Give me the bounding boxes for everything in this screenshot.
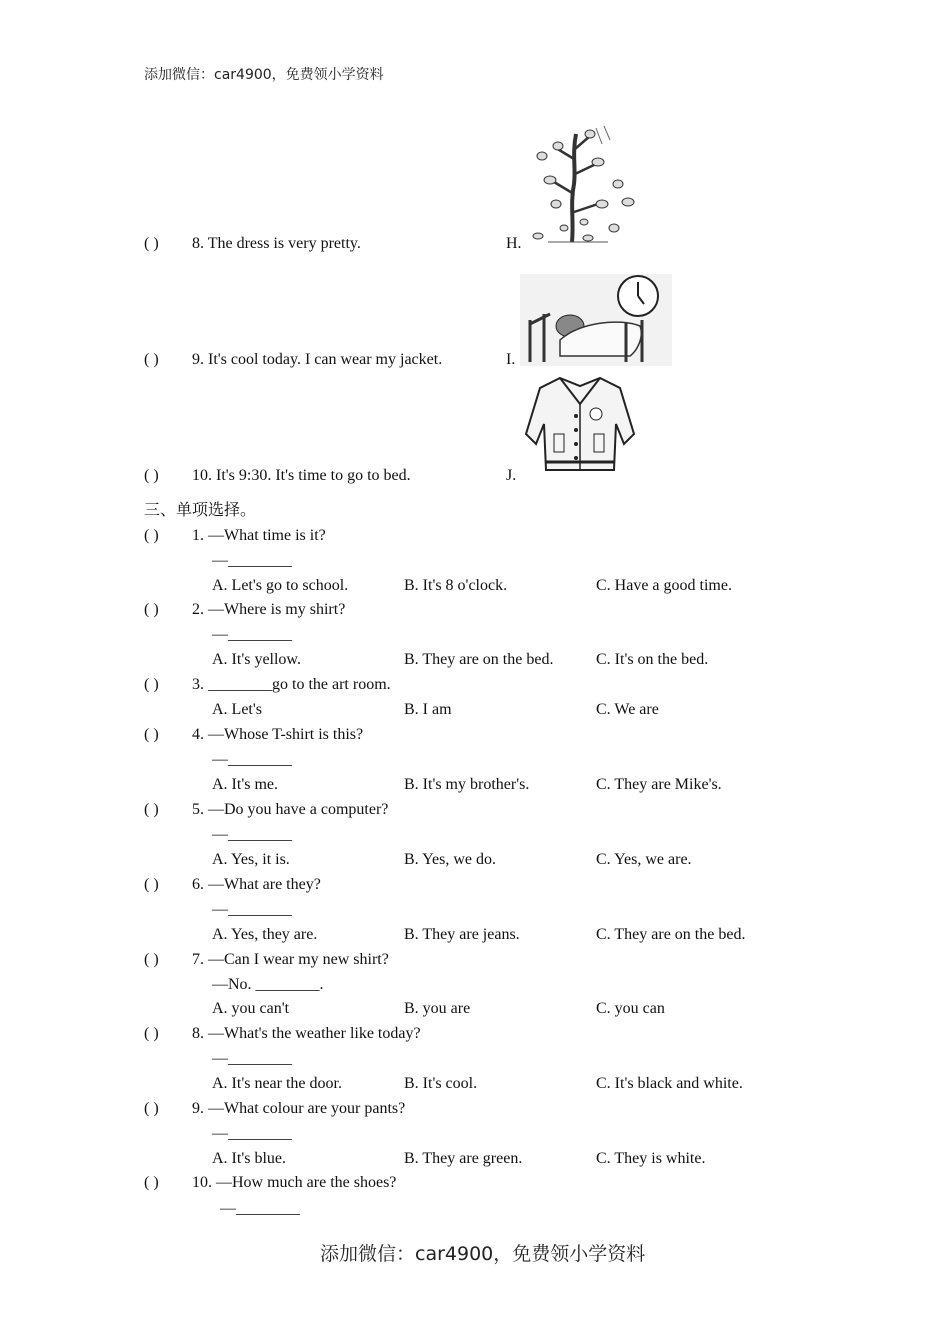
answer-paren[interactable]: ( ) bbox=[144, 801, 159, 818]
option-c[interactable]: C. you can bbox=[596, 1000, 665, 1017]
picture-letter: H. bbox=[506, 235, 522, 252]
option-b[interactable]: B. They are on the bed. bbox=[404, 651, 554, 668]
answer-line: —________ bbox=[212, 552, 292, 569]
question-stem: 3. ________go to the art room. bbox=[192, 676, 391, 693]
option-a[interactable]: A. It's me. bbox=[212, 776, 278, 793]
answer-paren[interactable]: ( ) bbox=[144, 235, 159, 252]
answer-paren[interactable]: ( ) bbox=[144, 676, 159, 693]
option-c[interactable]: C. Have a good time. bbox=[596, 577, 732, 594]
answer-paren[interactable]: ( ) bbox=[144, 467, 159, 484]
picture-letter: J. bbox=[506, 467, 517, 484]
option-c[interactable]: C. They are on the bed. bbox=[596, 926, 746, 943]
option-a[interactable]: A. Yes, they are. bbox=[212, 926, 318, 943]
option-b[interactable]: B. They are green. bbox=[404, 1150, 523, 1167]
option-b[interactable]: B. They are jeans. bbox=[404, 926, 520, 943]
question-stem: 9. —What colour are your pants? bbox=[192, 1100, 406, 1117]
option-a[interactable]: A. It's blue. bbox=[212, 1150, 286, 1167]
answer-paren[interactable]: ( ) bbox=[144, 601, 159, 618]
answer-line: —________ bbox=[212, 1050, 292, 1067]
header-note: 添加微信：car4900，免费领小学资料 bbox=[144, 67, 384, 83]
question-stem: 2. —Where is my shirt? bbox=[192, 601, 346, 618]
answer-paren[interactable]: ( ) bbox=[144, 1100, 159, 1117]
matching-sentence: 9. It's cool today. I can wear my jacket. bbox=[192, 351, 443, 368]
answer-line: —No. ________. bbox=[212, 976, 324, 993]
option-b[interactable]: B. I am bbox=[404, 701, 452, 718]
option-b[interactable]: B. It's cool. bbox=[404, 1075, 478, 1092]
answer-line: —________ bbox=[220, 1200, 300, 1217]
option-c[interactable]: C. It's on the bed. bbox=[596, 651, 709, 668]
option-a[interactable]: A. It's yellow. bbox=[212, 651, 301, 668]
option-b[interactable]: B. you are bbox=[404, 1000, 471, 1017]
answer-line: —________ bbox=[212, 826, 292, 843]
question-stem: 7. —Can I wear my new shirt? bbox=[192, 951, 389, 968]
matching-sentence: 8. The dress is very pretty. bbox=[192, 235, 361, 252]
option-a[interactable]: A. Let's bbox=[212, 701, 262, 718]
answer-paren[interactable]: ( ) bbox=[144, 876, 159, 893]
question-stem: 4. —Whose T-shirt is this? bbox=[192, 726, 364, 743]
question-stem: 8. —What's the weather like today? bbox=[192, 1025, 421, 1042]
answer-paren[interactable]: ( ) bbox=[144, 351, 159, 368]
question-stem: 6. —What are they? bbox=[192, 876, 321, 893]
option-c[interactable]: C. Yes, we are. bbox=[596, 851, 692, 868]
option-a[interactable]: A. Let's go to school. bbox=[212, 577, 349, 594]
answer-line: —________ bbox=[212, 626, 292, 643]
sleeping-child-clock-icon bbox=[520, 274, 672, 366]
autumn-tree-icon bbox=[528, 124, 640, 248]
option-a[interactable]: A. you can't bbox=[212, 1000, 290, 1017]
jacket-icon bbox=[524, 374, 636, 478]
answer-paren[interactable]: ( ) bbox=[144, 527, 159, 544]
matching-sentence: 10. It's 9:30. It's time to go to bed. bbox=[192, 467, 411, 484]
footer-note: 添加微信：car4900，免费领小学资料 bbox=[320, 1243, 646, 1265]
answer-paren[interactable]: ( ) bbox=[144, 726, 159, 743]
option-c[interactable]: C. It's black and white. bbox=[596, 1075, 743, 1092]
answer-paren[interactable]: ( ) bbox=[144, 1174, 159, 1191]
picture-letter: I. bbox=[506, 351, 516, 368]
option-c[interactable]: C. They is white. bbox=[596, 1150, 706, 1167]
option-c[interactable]: C. They are Mike's. bbox=[596, 776, 722, 793]
answer-line: —________ bbox=[212, 1125, 292, 1142]
option-a[interactable]: A. It's near the door. bbox=[212, 1075, 342, 1092]
question-stem: 10. —How much are the shoes? bbox=[192, 1174, 397, 1191]
option-c[interactable]: C. We are bbox=[596, 701, 659, 718]
option-a[interactable]: A. Yes, it is. bbox=[212, 851, 290, 868]
answer-line: —________ bbox=[212, 901, 292, 918]
option-b[interactable]: B. It's my brother's. bbox=[404, 776, 530, 793]
option-b[interactable]: B. Yes, we do. bbox=[404, 851, 497, 868]
question-stem: 5. —Do you have a computer? bbox=[192, 801, 389, 818]
answer-line: —________ bbox=[212, 751, 292, 768]
question-stem: 1. —What time is it? bbox=[192, 527, 326, 544]
answer-paren[interactable]: ( ) bbox=[144, 1025, 159, 1042]
option-b[interactable]: B. It's 8 o'clock. bbox=[404, 577, 508, 594]
section-title: 三、单项选择。 bbox=[144, 500, 257, 519]
answer-paren[interactable]: ( ) bbox=[144, 951, 159, 968]
